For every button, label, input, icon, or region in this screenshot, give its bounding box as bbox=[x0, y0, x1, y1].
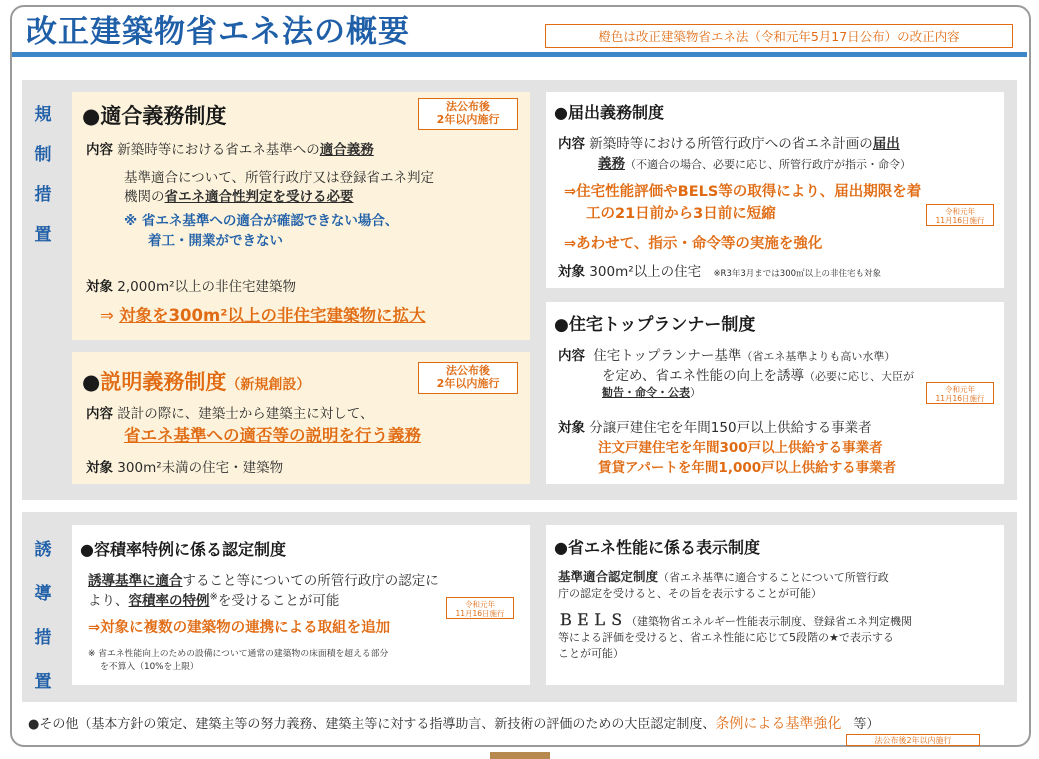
text-underlined: 対象を300m²以上の非住宅建築物に拡大 bbox=[119, 306, 426, 325]
vlabel-char: 規 bbox=[34, 105, 52, 125]
toprunner-naiyou bbox=[558, 344, 895, 364]
badge-line: 2年以内施行 bbox=[436, 376, 500, 390]
tekigo-note2: 着工・開業ができない bbox=[148, 233, 283, 249]
kijun-label: 基準適合認定制度 bbox=[558, 569, 659, 584]
text-underlined: 勧告・命令・公表 bbox=[602, 386, 690, 399]
vlabel-char: 導 bbox=[34, 584, 52, 604]
legend-note: 橙色は改正建築物省エネ法（令和元年5月17日公布）の改正内容 bbox=[545, 24, 1013, 48]
yudo-vertical-label bbox=[28, 535, 58, 711]
hyoji-panel bbox=[546, 525, 1004, 685]
text: を受けることが可能 bbox=[217, 593, 340, 609]
vlabel-char: 措 bbox=[34, 628, 52, 648]
naiyou-label: 内容 bbox=[86, 406, 113, 422]
badge-line: 11月16日施行 bbox=[935, 216, 985, 225]
text-small: （省エネ基準よりも高い水準） bbox=[741, 350, 896, 363]
hyoji-heading: ●省エネ性能に係る表示制度 bbox=[554, 538, 760, 557]
tekigo-expand bbox=[100, 302, 425, 326]
setsumei-heading bbox=[82, 366, 310, 396]
toprunner-taisho2: 注文戸建住宅を年間300戸以上供給する事業者 bbox=[598, 440, 883, 456]
text: を定め、省エネ性能の向上を誘導 bbox=[602, 368, 804, 384]
youseki-panel bbox=[72, 525, 530, 685]
vlabel-char: 誘 bbox=[34, 540, 52, 560]
text: 300m²以上の住宅 bbox=[589, 264, 702, 280]
text: すること等についての所管行政庁の認定に bbox=[182, 573, 439, 589]
text-small: （必要に応じ、大臣が bbox=[803, 370, 914, 383]
text: 分譲戸建住宅を年間150戸以上供給する事業者 bbox=[589, 420, 872, 436]
vlabel-char: 置 bbox=[34, 672, 52, 692]
footer-post: 等） bbox=[853, 717, 880, 732]
title-underline bbox=[12, 52, 1027, 57]
toprunner-taisho1 bbox=[558, 416, 872, 436]
youseki-heading: ●容積率特例に係る認定制度 bbox=[80, 540, 286, 559]
footer-text bbox=[28, 713, 879, 733]
toprunner-panel bbox=[546, 302, 1004, 484]
setsumei-naiyou bbox=[86, 402, 374, 422]
tekigo-line3 bbox=[124, 185, 354, 205]
text: 設計の際に、建築士から建築主に対して、 bbox=[117, 406, 374, 422]
badge-line: 2年以内施行 bbox=[436, 112, 500, 126]
setsumei-line2: 省エネ基準への適否等の説明を行う義務 bbox=[124, 426, 421, 445]
footer-badge: 法公布後2年以内施行 bbox=[846, 734, 980, 746]
badge-line: 令和元年 bbox=[465, 600, 495, 609]
footer-pre: ●その他（基本方針の策定、建築主等の努力義務、建築主等に対する指導助言、新技術の評価のための大臣認定制度、 bbox=[28, 717, 716, 732]
tekigo-line2: 基準適合について、所管行政庁又は登録省エネ判定 bbox=[124, 170, 434, 186]
footer-orange: 条例による基準強化 bbox=[715, 716, 842, 732]
todoke-arrow2: ⇒あわせて、指示・命令等の実施を強化 bbox=[564, 236, 823, 252]
kisei-vertical-label bbox=[28, 100, 58, 260]
todoke-arrow1b: 工の21日前から3日前に短縮 bbox=[586, 206, 776, 222]
text: より、 bbox=[88, 593, 129, 609]
text-small: （建築物省エネルギー性能表示制度、登録省エネ判定機関 bbox=[626, 615, 913, 628]
taisho-label: 対象 bbox=[86, 460, 113, 476]
todoke-badge bbox=[926, 204, 994, 226]
hyoji-bels3: ことが可能） bbox=[558, 647, 624, 660]
text-underlined: 義務 bbox=[598, 156, 625, 172]
text: 300m²未満の住宅・建築物 bbox=[117, 460, 284, 476]
superscript: ※ bbox=[209, 591, 218, 603]
naiyou-label: 内容 bbox=[558, 348, 585, 364]
taisho-label: 対象 bbox=[558, 264, 585, 280]
badge-line: 令和元年 bbox=[945, 207, 975, 216]
text-underlined: 届出 bbox=[872, 136, 900, 152]
naiyou-label: 内容 bbox=[558, 136, 585, 152]
tekigo-naiyou bbox=[86, 138, 374, 158]
todoke-line2 bbox=[598, 152, 911, 172]
taisho-note: ※R3年3月までは300㎡以上の非住宅も対象 bbox=[713, 269, 882, 279]
youseki-line2 bbox=[88, 589, 339, 609]
text: 新築時等における所管行政庁への省エネ計画の bbox=[589, 136, 873, 152]
toprunner-line3 bbox=[602, 384, 701, 400]
text-small: （省エネ基準に適合することについて所管行政 bbox=[658, 571, 889, 584]
tekigo-note1: ※ 省エネ基準への適合が確認できない場合、 bbox=[124, 213, 399, 229]
todoke-taisho bbox=[558, 260, 881, 280]
todoke-panel bbox=[546, 92, 1004, 288]
bullet: ● bbox=[82, 370, 101, 394]
taisho-label: 対象 bbox=[86, 279, 113, 295]
badge-line: 11月16日施行 bbox=[935, 394, 985, 403]
vlabel-char: 措 bbox=[34, 185, 52, 205]
hyoji-kijun1 bbox=[558, 567, 889, 585]
text: 住宅トップランナー基準 bbox=[593, 348, 742, 364]
tekigo-taisho bbox=[86, 275, 296, 295]
hyoji-bels1 bbox=[558, 609, 912, 630]
text: 2,000m²以上の非住宅建築物 bbox=[117, 279, 297, 295]
todoke-naiyou bbox=[558, 132, 900, 152]
toprunner-heading: ●住宅トップランナー制度 bbox=[554, 315, 756, 335]
bels-label: ＢＥＬＳ bbox=[558, 611, 627, 629]
setsumei-panel bbox=[72, 352, 530, 484]
tekigo-panel bbox=[72, 92, 530, 340]
badge-line: 令和元年 bbox=[945, 385, 975, 394]
text: 新築時等における省エネ基準への bbox=[117, 142, 320, 158]
naiyou-label: 内容 bbox=[86, 142, 113, 158]
badge-line: 法公布後 bbox=[446, 364, 490, 377]
vlabel-char: 制 bbox=[34, 145, 52, 165]
bottom-accent-bar bbox=[490, 752, 550, 759]
toprunner-badge bbox=[926, 382, 994, 404]
toprunner-taisho3: 賃貸アパートを年間1,000戸以上供給する事業者 bbox=[598, 460, 897, 476]
vlabel-char: 置 bbox=[34, 225, 52, 245]
tekigo-badge bbox=[418, 98, 518, 130]
text-small: （不適合の場合、必要に応じ、所管行政庁が指示・命令） bbox=[625, 158, 911, 171]
youseki-note1: ※ 省エネ性能向上のための設備について通常の建築物の床面積を超える部分 bbox=[88, 649, 389, 659]
youseki-note2: を不算入（10%を上限） bbox=[100, 662, 199, 672]
tekigo-heading: ●適合義務制度 bbox=[82, 104, 227, 128]
hyoji-bels2: 等による評価を受けると、省エネ性能に応じて5段階の★で表示する bbox=[558, 631, 894, 644]
todoke-arrow1a: ⇒住宅性能評価やBELS等の取得により、届出期限を着 bbox=[564, 184, 922, 200]
heading-new: （新規創設） bbox=[226, 377, 311, 393]
badge-line: 11月16日施行 bbox=[455, 609, 505, 618]
youseki-badge bbox=[446, 597, 514, 619]
todoke-heading: ●届出義務制度 bbox=[554, 103, 664, 122]
youseki-arrow: ⇒対象に複数の建築物の連携による取組を追加 bbox=[88, 620, 391, 636]
setsumei-badge bbox=[418, 362, 518, 394]
hyoji-kijun2: 庁の認定を受けると、その旨を表示することが可能） bbox=[558, 587, 822, 600]
text-underlined: 省エネ適合性判定を受ける必要 bbox=[164, 189, 354, 205]
text: ） bbox=[690, 386, 701, 399]
page-title: 改正建築物省エネ法の概要 bbox=[26, 14, 410, 50]
badge-line: 法公布後 bbox=[446, 100, 490, 113]
heading-orange: 説明義務制度 bbox=[100, 370, 227, 394]
setsumei-taisho bbox=[86, 456, 283, 476]
text-underlined: 適合義務 bbox=[319, 142, 374, 158]
text-underlined: 誘導基準に適合 bbox=[88, 573, 183, 589]
youseki-line1 bbox=[88, 569, 439, 589]
arrow: ⇒ bbox=[100, 306, 114, 325]
toprunner-line2 bbox=[602, 364, 914, 384]
text-underlined: 容積率の特例 bbox=[128, 593, 210, 609]
text: 機関の bbox=[124, 189, 165, 205]
taisho-label: 対象 bbox=[558, 420, 585, 436]
